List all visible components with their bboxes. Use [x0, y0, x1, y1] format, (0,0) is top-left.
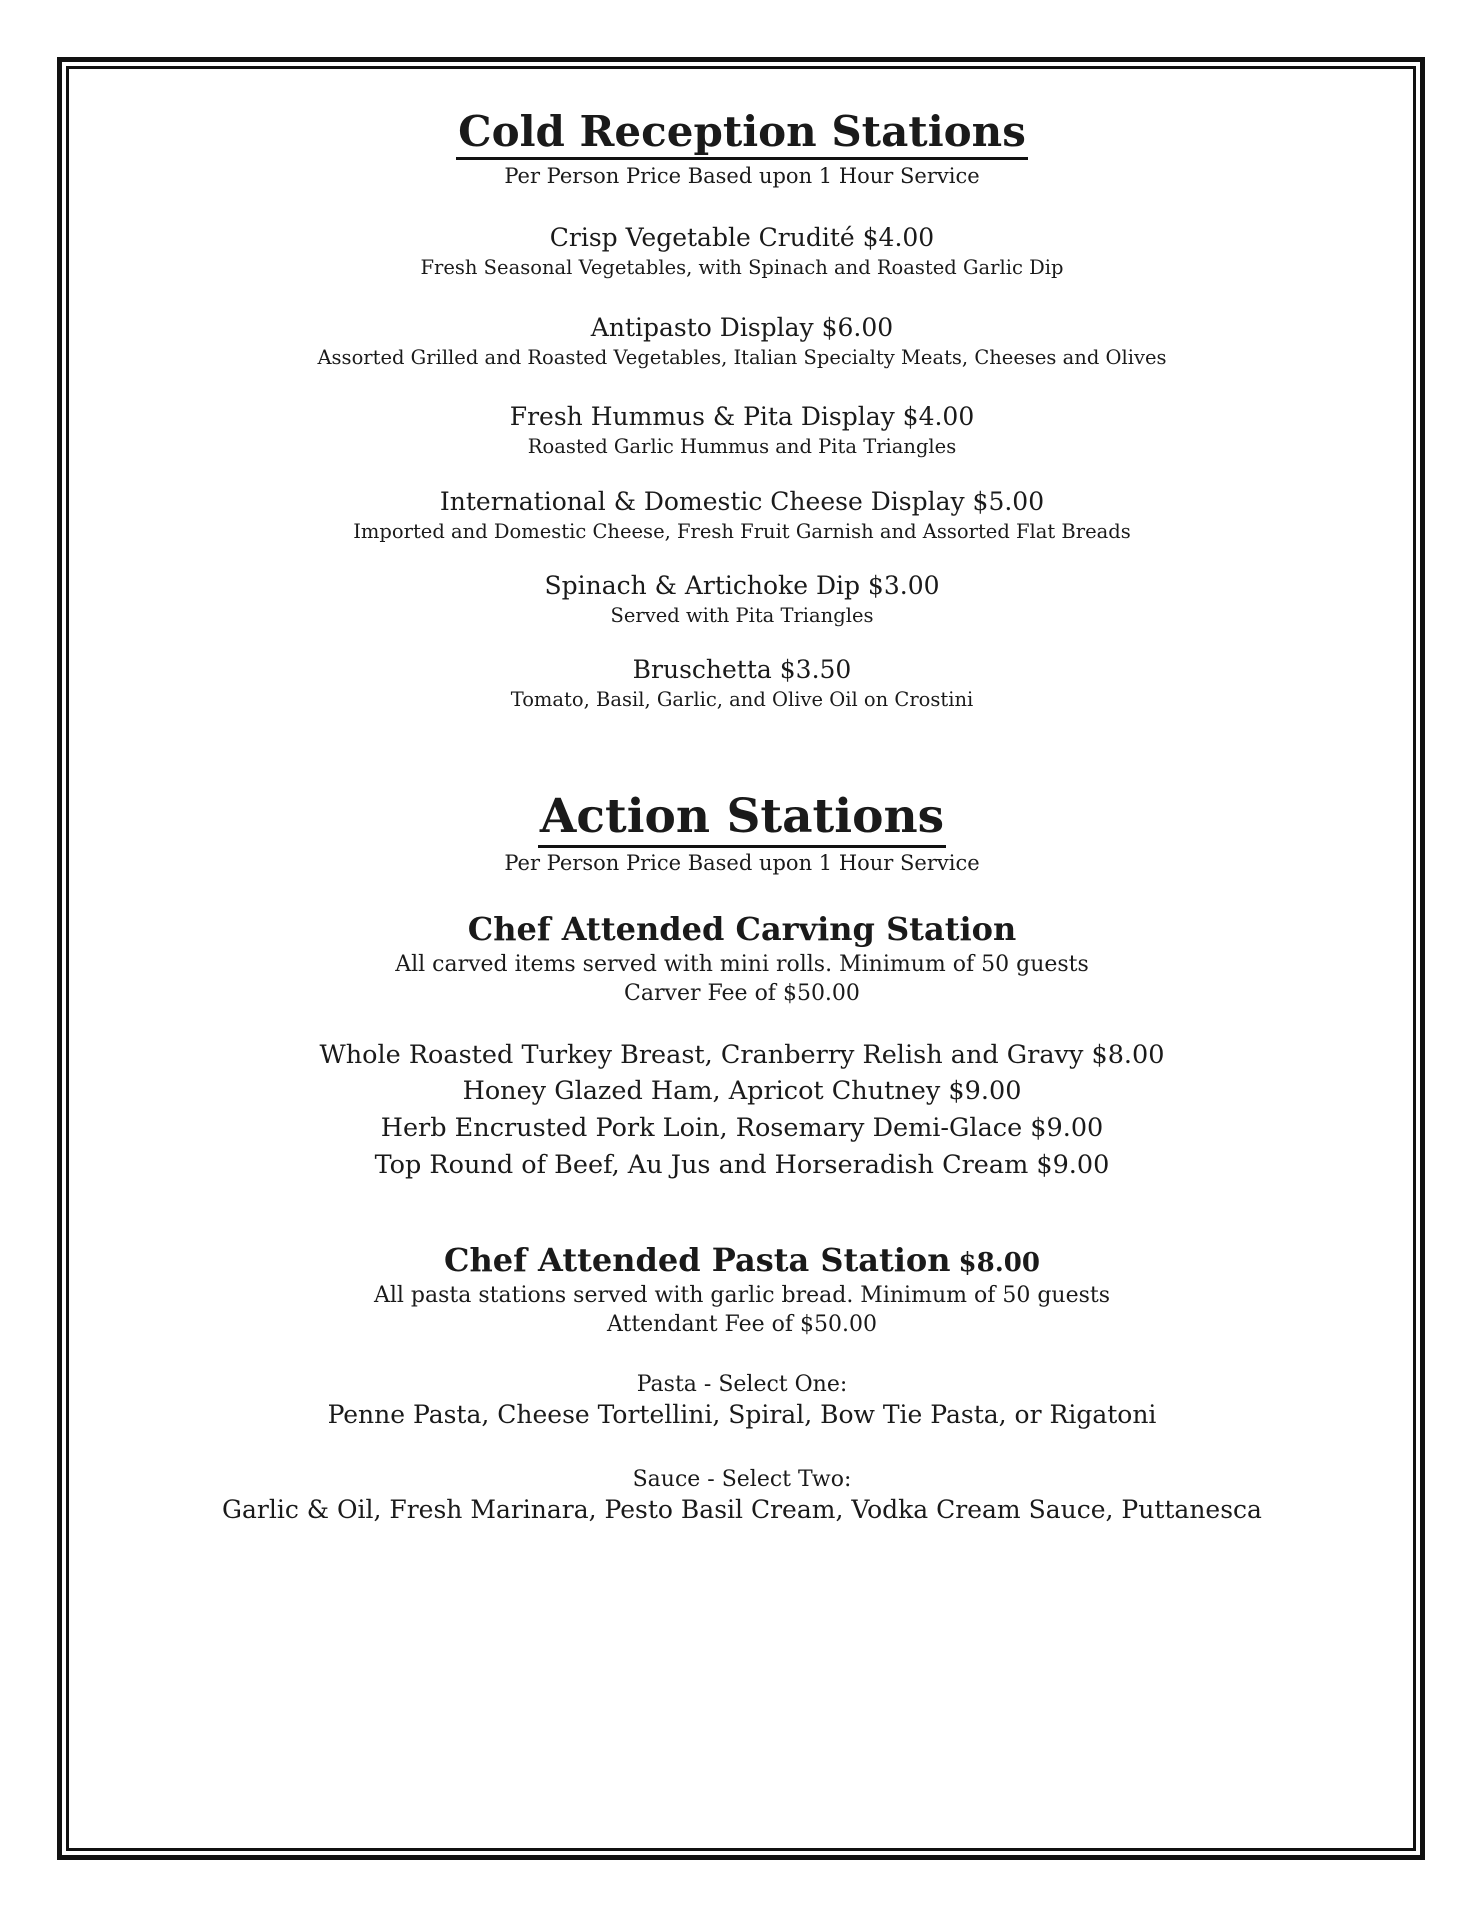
carving-item: Top Round of Beef, Au Jus and Horseradish Cream $9.00 [374, 1150, 1110, 1180]
pasta-station-note: All pasta stations served with garlic bread. Minimum of 50 guests [373, 1283, 1111, 1308]
carving-station-fee: Carver Fee of $50.00 [624, 981, 860, 1006]
action-stations-title: Action Stations [70, 790, 1414, 844]
pasta-station-price: $8.00 [958, 1248, 1040, 1278]
menu-item-desc: Fresh Seasonal Vegetables, with Spinach and Roasted Garlic Dip [420, 256, 1064, 279]
pasta-select-label: Pasta - Select One: [636, 1372, 848, 1397]
cold-stations-title: Cold Reception Stations [70, 108, 1414, 156]
menu-item-name: Crisp Vegetable Crudité $4.00 [549, 223, 935, 252]
menu-item-desc: Tomato, Basil, Garlic, and Olive Oil on Crostini [510, 688, 974, 711]
carving-station-note: All carved items served with mini rolls. Minimum of 50 guests [395, 952, 1089, 977]
menu-item-desc: Assorted Grilled and Roasted Vegetables, Italian Specialty Meats, Cheeses and Olives [317, 346, 1167, 369]
cold-stations-subtitle: Per Person Price Based upon 1 Hour Service [504, 164, 980, 188]
menu-item-name: Antipasto Display $6.00 [590, 313, 894, 342]
menu-item-name: Spinach & Artichoke Dip $3.00 [544, 571, 940, 600]
menu-item-name: International & Domestic Cheese Display $5.00 [439, 487, 1045, 516]
pasta-station-title: Chef Attended Pasta Station $8.00 [444, 1241, 1040, 1279]
sauce-select-label: Sauce - Select Two: [632, 1467, 852, 1492]
pasta-station-fee: Attendant Fee of $50.00 [606, 1312, 878, 1337]
carving-item: Herb Encrusted Pork Loin, Rosemary Demi-Glace $9.00 [380, 1113, 1104, 1143]
menu-item-desc: Served with Pita Triangles [610, 604, 874, 627]
menu-item-desc: Roasted Garlic Hummus and Pita Triangles [527, 435, 957, 458]
pasta-options: Penne Pasta, Cheese Tortellini, Spiral, Bow Tie Pasta, or Rigatoni [327, 1400, 1157, 1429]
menu-item-name: Fresh Hummus & Pita Display $4.00 [509, 402, 975, 431]
menu-item-name: Bruschetta $3.50 [632, 655, 852, 684]
action-stations-subtitle: Per Person Price Based upon 1 Hour Service [504, 851, 980, 875]
menu-item-desc: Imported and Domestic Cheese, Fresh Fruit Garnish and Assorted Flat Breads [353, 520, 1131, 543]
carving-item: Whole Roasted Turkey Breast, Cranberry Relish and Gravy $8.00 [319, 1040, 1165, 1070]
sauce-options: Garlic & Oil, Fresh Marinara, Pesto Basil Cream, Vodka Cream Sauce, Puttanesca [222, 1495, 1262, 1524]
carving-item: Honey Glazed Ham, Apricot Chutney $9.00 [462, 1076, 1022, 1106]
carving-station-title: Chef Attended Carving Station [467, 910, 1017, 948]
